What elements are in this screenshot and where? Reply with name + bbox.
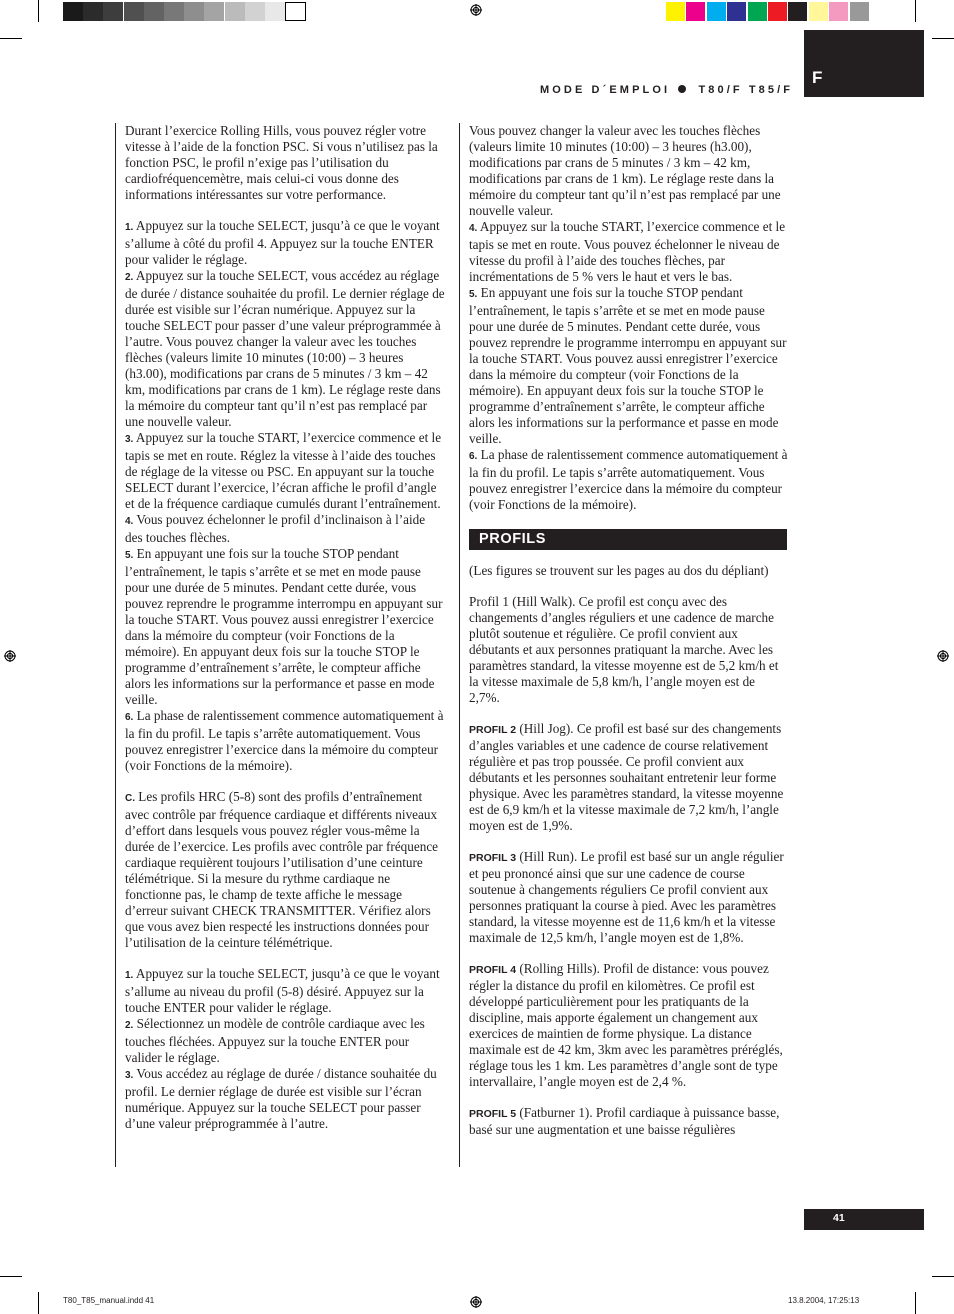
profile-label: PROFIL 3 — [469, 852, 517, 864]
gray-swatch — [285, 2, 306, 21]
step-number: 6. — [125, 712, 134, 723]
step-number: 4. — [469, 223, 478, 234]
step-number: 5. — [125, 550, 134, 561]
step-list — [125, 218, 445, 774]
hrc-step-list — [125, 966, 445, 1132]
color-swatch — [768, 2, 787, 21]
color-swatch — [809, 2, 828, 21]
step-item — [469, 285, 789, 447]
registration-mark-icon — [470, 4, 482, 16]
color-swatch — [748, 2, 767, 21]
step-item — [125, 430, 445, 512]
step-text: Appuyez sur la touche SELECT, vous accédez au réglage de durée / distance souhaitée du profil. Le dernier réglage de durée est visible sur l’écran numérique. Appuyez sur la touche SELECT pour passer d’une valeur préprogrammée à l’autre. Vous pouvez changer la valeur avec les touches flèches (valeurs limite 10 minutes (10:00) – 3 heures (h3.00), modifications par crans de 5 minutes / 3 km – 42 km, modifications par crans de 1 km). Le réglage reste dans la mémoire du compteur tant qu’il n’est pas remplacé par une nouvelle valeur. — [125, 268, 445, 429]
section-marker: C. — [125, 793, 135, 804]
profile-paragraph — [469, 721, 789, 834]
gray-swatch — [164, 2, 185, 21]
crop-mark — [932, 38, 954, 39]
footer-file-name: T80_T85_manual.indd 41 — [63, 1296, 155, 1305]
gray-swatch — [124, 2, 145, 21]
step-number: 4. — [125, 516, 134, 527]
color-swatch — [707, 2, 726, 21]
step-text: Vous accédez au réglage de durée / distance souhaitée du profil. Le dernier réglage de durée est visible sur l’écran numérique. Appuyez sur la touche SELECT pour passer d’une valeur préprogrammée à l’autre. — [125, 1066, 437, 1131]
step-item — [125, 1016, 445, 1066]
profile-paragraph — [469, 849, 789, 946]
gray-swatch — [204, 2, 225, 21]
hrc-text: Les profils HRC (5-8) sont des profils d’entraînement avec contrôle par fréquence cardiaque et différents niveaux d’effort dans lesquels vous pouvez régler vous-même la durée de l’exercice. Les profils avec contrôle par fréquence cardiaque requièrent toujours l’utilisation d’une ceinture télémétrique. Si la mesure du rythme cardiaque ne fonctionne pas, le champ de texte affiche le message d’erreur suivant CHECK TRANSMITTER. Vérifiez alors que vous avez bien respecté les instructions données pour l’utilisation de la ceinture télémétrique. — [125, 789, 439, 950]
color-swatch — [686, 2, 705, 21]
step-item — [469, 219, 789, 285]
profile-label: PROFIL 2 — [469, 724, 517, 736]
step-text: La phase de ralentissement commence automatiquement à la fin du profil. Le tapis s’arrête automatiquement. Vous pouvez enregistrer l’exercice dans la mémoire du compteur (voir Fonctions de la mémoire). — [469, 447, 788, 512]
crop-mark — [0, 38, 22, 39]
step-text: Appuyez sur la touche SELECT, jusqu’à ce que le voyant s’allume à côté du profil 4. Appuyez sur la touche ENTER pour valider le réglage. — [125, 218, 440, 267]
step-item — [125, 512, 445, 546]
gray-swatch — [103, 2, 124, 21]
footer-timestamp: 13.8.2004, 17:25:13 — [788, 1296, 860, 1305]
step-number: 3. — [125, 434, 134, 445]
step-number: 3. — [125, 1070, 134, 1081]
profile-label: PROFIL 4 — [469, 964, 517, 976]
step-number: 2. — [125, 1020, 134, 1031]
crop-mark — [915, 0, 916, 22]
crop-mark — [38, 1292, 39, 1314]
step-number: 5. — [469, 289, 478, 300]
step-number: 2. — [125, 272, 134, 283]
step-item — [125, 218, 445, 268]
registration-mark-icon — [470, 1296, 482, 1308]
page-number-tab — [804, 1209, 924, 1230]
left-column — [125, 123, 445, 1132]
gray-swatch — [144, 2, 165, 21]
profile-paragraph — [469, 961, 789, 1090]
intro-paragraph: Durant l’exercice Rolling Hills, vous pouvez régler votre vitesse à l’aide de la fonction PSC. Si vous n’utilisez pas la fonction PSC, le profil n’exige pas l’utilisation du cardiofréquencemètre, mais celui-ci vous donne des informations intéressantes sur votre performance. — [125, 123, 438, 202]
registration-mark-icon — [4, 650, 16, 662]
crop-mark — [38, 0, 39, 22]
step-text: Appuyez sur la touche SELECT, jusqu’à ce que le voyant s’allume au niveau du profil (5-8) désiré. Appuyez sur la touche ENTER pour valider le réglage. — [125, 966, 440, 1015]
profile-label: PROFIL 5 — [469, 1108, 517, 1120]
color-swatch — [829, 2, 848, 21]
registration-mark-icon — [937, 650, 949, 662]
color-swatch — [788, 2, 807, 21]
figures-note: (Les figures se trouvent sur les pages au dos du dépliant) — [469, 563, 769, 578]
step-text: Appuyez sur la touche START, l’exercice commence et le tapis se met en route. Réglez la vitesse à l’aide des touches de réglage de la vitesse ou PSC. En appuyant sur la touche SELECT durant l’exercice, l’écran affiche le profil d’angle et de la fréquence cardiaque cumulés durant l’entraînement. — [125, 430, 442, 511]
step-item — [469, 447, 789, 513]
crop-mark — [932, 1276, 954, 1277]
color-swatch — [850, 2, 869, 21]
gray-swatch — [245, 2, 266, 21]
profile-text: (Hill Jog). Ce profil est basé sur des changements d’angles variables et une cadence de course relativement régulière et pas trop poussée. Ce profil convient aux débutants et les personnes souhaitant entretenir leur forme physique. Avec les paramètres standard, la vitesse moyenne est de 6,9 km/h et la vitesse maximale de 7,2 km/h, l’angle moyen est de 1,9%. — [469, 721, 784, 833]
step-item — [125, 546, 445, 708]
step-text: En appuyant une fois sur la touche STOP pendant l’entraînement, le tapis s’arrête et se met en mode pause pour une durée de 5 minutes. Pendant cette durée, vous pouvez reprendre le programme interrompu en appuyant sur la touche START. Vous pouvez aussi enregistrer l’exercice dans la mémoire du compteur (voir Fonctions de la mémoire). En appuyant deux fois sur la touche STOP le programme d’entraînement s’arrête, le compteur affiche alors les informations sur la performance et passe en mode veille. — [469, 285, 787, 446]
model-name: T80/F T85/F — [698, 84, 794, 96]
step-list — [469, 219, 789, 513]
column-rule — [115, 123, 116, 1167]
profile-list — [469, 706, 789, 1138]
bullet-icon — [678, 85, 686, 93]
right-column — [469, 123, 789, 1138]
step-text: Vous pouvez échelonner le profil d’inclinaison à l’aide des touches flèches. — [125, 512, 426, 545]
step-text: En appuyant une fois sur la touche STOP pendant l’entraînement, le tapis s’arrête et se met en mode pause pour une durée de 5 minutes. Pendant cette durée, vous pouvez reprendre le programme interrompu en appuyant sur la touche START. Vous pouvez aussi enregistrer l’exercice dans la mémoire du compteur (voir Fonctions de la mémoire). En appuyant deux fois sur la touche STOP le programme d’entraînement s’arrête, le compteur affiche alors les informations sur la performance et passe en mode veille. — [125, 546, 443, 707]
gray-swatch — [184, 2, 205, 21]
step-item — [125, 708, 445, 774]
section-heading-profils: PROFILS — [469, 529, 787, 550]
step-number: 1. — [125, 970, 134, 981]
step-text: Appuyez sur la touche START, l’exercice commence et le tapis se met en route. Vous pouvez échelonner le niveau de vitesse du profil à l’aide des touches flèches, par incrémentations de 5 % vers le haut et vers le bas. — [469, 219, 786, 284]
step-item — [125, 268, 445, 430]
step-item — [125, 966, 445, 1016]
step-item — [125, 1066, 445, 1132]
profile-paragraph — [469, 1105, 789, 1138]
column-rule — [459, 123, 460, 1167]
hrc-paragraph — [125, 789, 445, 951]
step-number: 6. — [469, 451, 478, 462]
color-swatch — [727, 2, 746, 21]
crop-mark — [915, 1292, 916, 1314]
language-tab-label: F — [812, 68, 823, 87]
continued-paragraph: Vous pouvez changer la valeur avec les touches flèches (valeurs limite 10 minutes (10:00) – 3 heures (h3.00), modifications par crans de 5 minutes / 3 km – 42 km, modifications par crans de 1 km). Le réglage reste dans la mémoire du compteur tant qu’il n’est pas remplacé par une nouvelle valeur. — [469, 123, 781, 218]
gray-swatch — [265, 2, 286, 21]
step-text: Sélectionnez un modèle de contrôle cardiaque avec les touches fléchées. Appuyez sur la touche ENTER pour valider le réglage. — [125, 1016, 425, 1065]
profile-1-paragraph: Profil 1 (Hill Walk). Ce profil est conçu avec des changements d’angles réguliers et une cadence de marche plutôt soutenue et régulière. Ce profil convient aux débutants et aux personnes pratiquant la marche. Avec les paramètres standard, la vitesse moyenne est de 5,2 km/h et la vitesse maximale de 5,8 km/h, l’angle moyen est de 2,7%. — [469, 594, 779, 705]
step-text: La phase de ralentissement commence automatiquement à la fin du profil. Le tapis s’arrête automatiquement. Vous pouvez enregistrer l’exercice dans la mémoire du compteur (voir Fonctions de la mémoire). — [125, 708, 444, 773]
language-tab — [804, 30, 924, 97]
page-number: 41 — [833, 1212, 845, 1224]
profile-text: (Rolling Hills). Profil de distance: vous pouvez régler la distance du profil en kilomètres. Ce profil est développé particulièrement pour les pratiquants de la discipline, mais apporte également un changement aux exercices de maintien de forme physique. La distance maximale est de 42 km, 3km avec les paramètres préréglés, réglage tous les 1 km. Les paramètres d’angle sont de type intervallaire, l’angle moyen est de 2,4 %. — [469, 961, 783, 1089]
gray-swatch — [83, 2, 104, 21]
gray-swatch — [63, 2, 84, 21]
profile-text: (Hill Run). Le profil est basé sur un angle régulier et peu prononcé ainsi que sur une cadence de course soutenue à changements réguliers Ce profil convient aux personnes pratiquant la course à pied. Avec les paramètres standard, la vitesse moyenne est de 11,6 km/h et la vitesse maximale de 12,5 km/h, l’angle moyen est de 1,8%. — [469, 849, 784, 945]
color-swatch — [666, 2, 685, 21]
profile-text: (Fatburner 1). Profil cardiaque à puissance basse, basé sur une augmentation et une baisse régulières — [469, 1105, 780, 1137]
step-number: 1. — [125, 222, 134, 233]
crop-mark — [0, 1276, 22, 1277]
manual-title: MODE D´EMPLOI — [540, 84, 671, 96]
running-header — [540, 84, 798, 96]
gray-swatch — [225, 2, 246, 21]
